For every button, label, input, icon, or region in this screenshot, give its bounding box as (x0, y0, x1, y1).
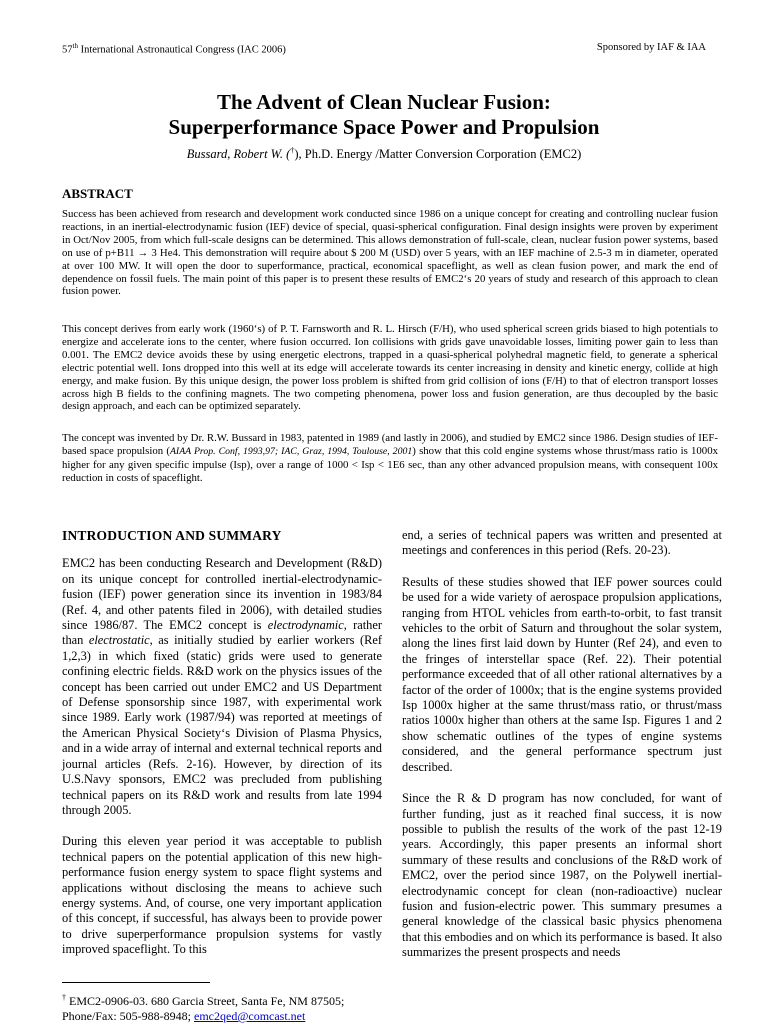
abstract-paragraph-2: This concept derives from early work (1960‘s) of P. T. Farnsworth and R. L. Hirsch (F/H), who used spherical screen grids biased to high potentials to energize and accelerate ions to the center, where fusion occurred. Ion collisions with grids gave unavoidable losses, limiting power gain to less than 0.001. The EMC2 device avoids these by using energetic electrons, trapped in a quasi-spherical polyhedral magnetic field, to generate a spherical electric potential well. Ions dropped into this well at its edge will accelerate towards its center increasing in density and kinetic energy, collide at high energy, and make fusion. By this unique design, the power loss problem is shifted from grid collision of ions (F/H) to that of electron transport losses across high B fields to the confining magnets. The two competing phenomena, power loss and fusion generation, are thus decoupled by the basic design approach, and each can be optimized separately. (62, 323, 718, 413)
abstract-paragraph-3 (62, 432, 718, 485)
paragraph-gap (402, 775, 722, 791)
intro-section-heading: INTRODUCTION AND SUMMARY (62, 528, 282, 543)
author-affiliation: Ph.D. Energy /Matter Conversion Corporation (EMC2) (301, 147, 582, 162)
author-name: Bussard, Robert W. ( (186, 147, 291, 162)
header-ordinal-suffix: th (72, 42, 78, 50)
abstract-paragraph-1: Success has been achieved from research and development work conducted since 1986 on a unique concept for creating and controlling nuclear fusion reactions, in an inertial-electrodynamic fusion (IEF) device of special, quasi-spherical configuration. Final design insights were proven by experiment in Oct/Nov 2005, from which full-scale designs can be determined. This allows demonstration of full-scale, clean, nuclear fusion power systems, based on use of p+B11 → 3 He4. This demonstration will require about $ 200 M (USD) over 5 years, with an IEF machine of 2.5-3 m in diameter, operated at over 100 MW. It will open the door to superformance, practical, economical spaceflight, as well as clean fusion power, and mark the end of dependence on fossil fuels. The main point of this paper is to present these results of EMC2‘s 20 years of study and research of this approach to clean fusion power. (62, 208, 718, 298)
title-line-1: The Advent of Clean Nuclear Fusion: (217, 90, 551, 114)
footnote-line-2 (62, 1009, 392, 1024)
footnote-address: EMC2-0906-03. 680 Garcia Street, Santa Fe, NM 87505; (66, 994, 345, 1008)
running-header-right: Sponsored by IAF & IAA (596, 42, 706, 53)
abstract-p3-text-a: The concept was invented by Dr. R.W. Bussard in 1983, patented in 1989 (and lastly in 2006), and studied by EMC2 since 1986. Design studies of IEF-based space propulsion ( (62, 432, 718, 457)
paper-title (0, 90, 768, 140)
abstract-heading: ABSTRACT (62, 186, 133, 201)
footnote-phone: Phone/Fax: 505-988-8948; (62, 1009, 194, 1023)
intro-paragraph-5: Since the R & D program has now concluded, for want of further funding, just as it reached final success, it is now possible to publish the results of the work of the past 12-19 years. Accordingly, this paper presents an informal short summary of these results and conclusions of the R&D work of EMC2, over the period since 1987, on the Polywell inertial-electrodynamic concept for clean (non-radioactive) nuclear fusion and fusion-electric power. This summary presumes a general knowledge of the classical basic physics phenomena that this embodies and on which its performance is based. It also summarizes the present prospects and needs (402, 791, 723, 960)
intro-p1-emphasis-electrodynamic: electrodynamic (267, 618, 344, 633)
intro-paragraph-1 (62, 556, 382, 818)
author-byline (0, 146, 768, 162)
running-header-left (62, 42, 286, 56)
header-congress-number: 57 (62, 44, 73, 56)
paragraph-gap (402, 559, 722, 575)
title-line-2: Superperformance Space Power and Propulsion (168, 115, 600, 139)
footnote-line-1 (62, 990, 392, 1009)
abstract-p3-text-b: ) show that this cold engine systems whose thrust/mass ratio is 1000x higher for any given specific impulse (Isp), over a range of 1000 < Isp < 1E6 sec, than any other advanced propulsion means, with consequent 100x reduction in costs of spaceflight. (62, 444, 718, 484)
left-column (62, 528, 382, 958)
intro-p1-text-b: , rather than (62, 618, 382, 648)
footnote (62, 990, 392, 1024)
header-congress-name: International Astronautical Congress (IAC 2006) (77, 44, 286, 56)
intro-paragraph-3: end, a series of technical papers was written and presented at meetings and conferences in this period (Refs. 20-23). (402, 528, 722, 558)
right-column (402, 528, 722, 961)
intro-paragraph-2: During this eleven year period it was acceptable to publish technical papers on the potential application of this new high-performance fusion energy system to space flight systems and applications without disclosing the means to achieve such energy systems. And, of course, one very important application of this concept, if successful, has always been to provide power to drive superperformance propulsion systems for vastly improved spaceflight. To this (62, 834, 382, 957)
footnote-rule (62, 982, 210, 983)
intro-p1-text-a: EMC2 has been conducting Research and Development (R&D) on its unique concept for controlled inertial-electrodynamic-fusion (IEF) power generation since its invention in 1983/84 (Ref. 4, and other patents filed in 2006), with detailed studies since 1986/87. The EMC2 concept is (62, 556, 382, 633)
paragraph-gap (62, 818, 382, 834)
footnote-mark: † (62, 993, 66, 1002)
intro-p1-text-c: , as initially studied by earlier workers (Ref 1,2,3) in which fixed (static) grids were used to generate confining electric fields. R&D work on the physics issues of the concept has been carried out under EMC2 and US Department of Defense sponsorship since 1987, with experimental work since 1989. Early work (1987/94) was reported at meetings of the American Physical Society‘s Division of Plasma Physics, and in a wide array of internal and external technical reports and journal articles (Refs. 2-16). However, by direction of its U.S.Navy sponsors, EMC2 was precluded from publishing technical papers on its R&D work and results from late 1994 through 2005. (62, 633, 382, 817)
abstract-p3-citation: AIAA Prop. Conf, 1993,97; IAC, Graz, 1994, Toulouse, 2001 (169, 445, 413, 457)
footnote-email-link[interactable]: emc2qed@comcast.net (194, 1009, 306, 1023)
author-footnote-mark: † (290, 146, 295, 155)
intro-paragraph-4: Results of these studies showed that IEF power sources could be used for a wide variety of aerospace propulsion applications, ranging from HTOL vehicles from earth-to-orbit, to fast transit vehicles to the orbit of Saturn and throughout the solar system, along the lines first laid down by Hunter (Ref 24), and even to the fringes of interstellar space (Ref. 22). Their potential performance exceeded that of all other rational alternatives by a factor of the order of 1000x; that is the engine systems provided Isp 1000x higher at the same thrust/mass ratio, or thrust/mass ratios 1000x higher than others at the same Isp. Figures 1 and 2 show schematic outlines of the types of engine systems considered, and the general performance spectrum just described. (402, 574, 722, 774)
author-name-close: ), (294, 147, 302, 162)
intro-p1-emphasis-electrostatic: electrostatic (88, 633, 150, 648)
